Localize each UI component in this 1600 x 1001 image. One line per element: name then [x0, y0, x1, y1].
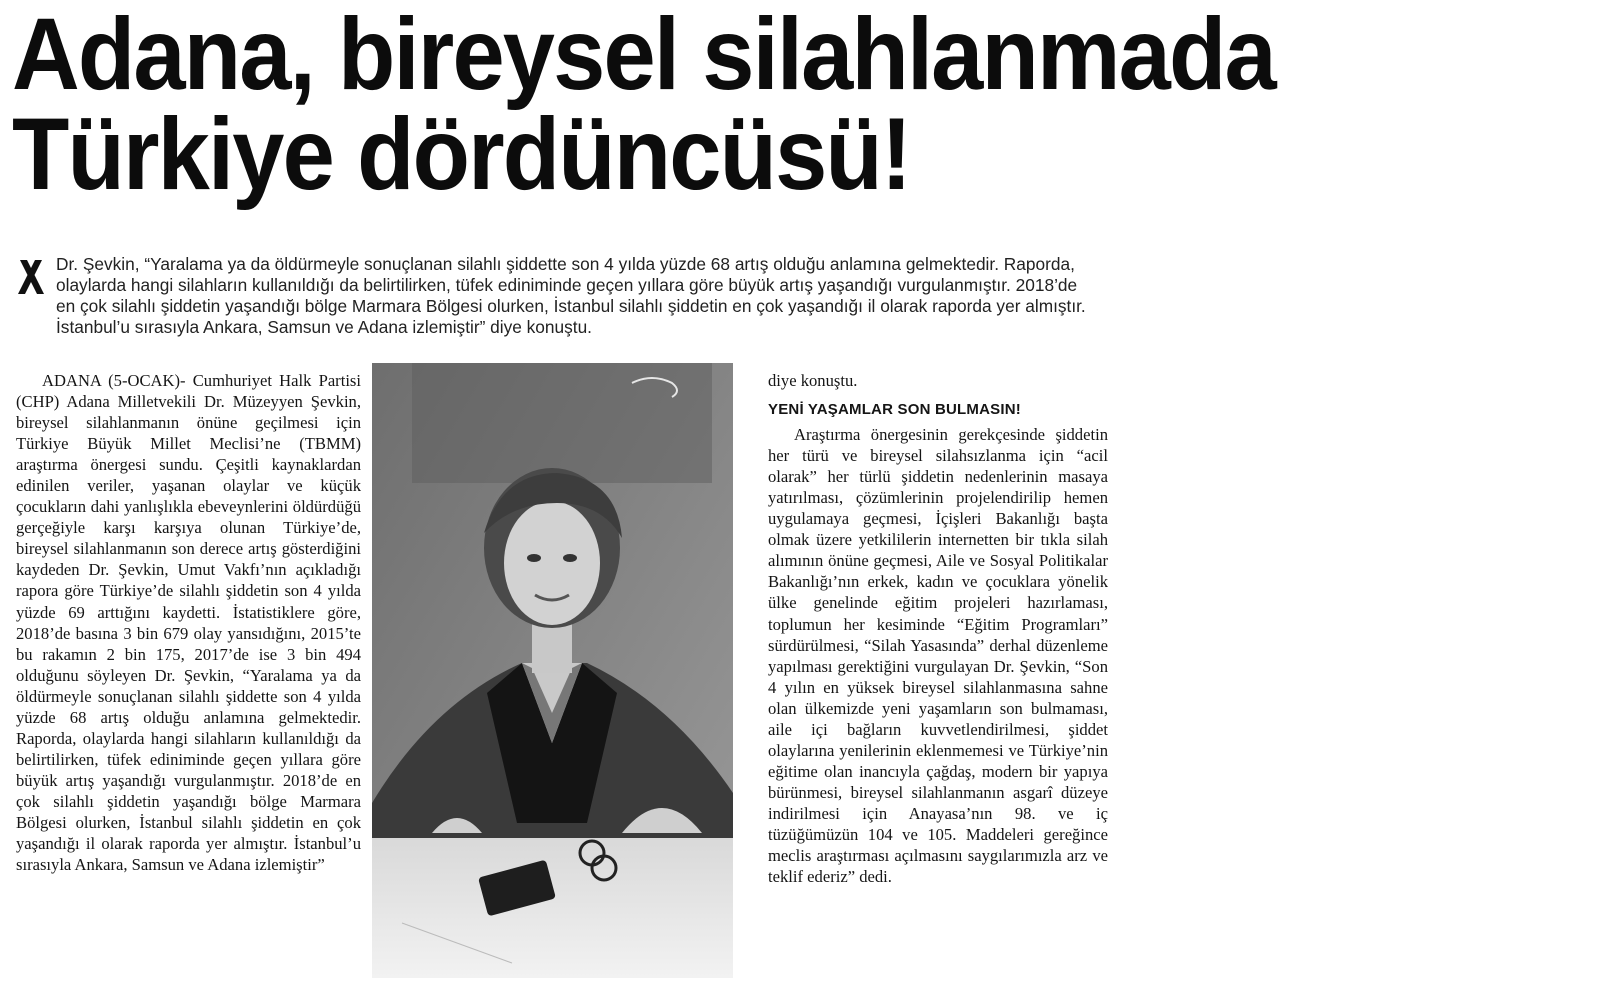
portrait-photo [372, 363, 733, 978]
headline-line-2: Türkiye dördüncüsü! [12, 97, 911, 211]
article-column-1 [16, 370, 361, 875]
headline [12, 0, 1466, 211]
subheading: YENİ YAŞAMLAR SON BULMASIN! [768, 401, 1021, 419]
article-column-3 [768, 370, 1108, 887]
spot-text: Dr. Şevkin, “Yaralama ya da öldürmeyle sonuçlanan silahlı şiddette son 4 yılda yüzde 68 artış olduğu anlamına gelmektedir. Raporda, olaylarda hangi silahların kullanıldığı da belirtilirken, tüfek ediniminde geçen yıllara göre büyük artış yaşandığı vurgulanmıştır. 2018’de en çok silahlı şiddetin yaşandığı bölge Marmara Bölgesi olurken, İstanbul silahlı şiddetin en çok yaşandığı il olarak raporda yer almıştır. İstanbul’u sırasıyla Ankara, Samsun ve Adana izlemiştir” diye konuştu. [56, 254, 1086, 337]
headline-line-1: Adana, bireysel silahlanmada [12, 0, 1275, 111]
x-mark-icon [14, 256, 48, 298]
column-1-body: ADANA (5-OCAK)- Cumhuriyet Halk Partisi (CHP) Adana Milletvekili Dr. Müzeyyen Şevkin, bireysel silahlanmanın önüne geçilmesi için Türkiye Büyük Millet Meclisi’ne (TBMM) araştırma önergesi sundu. Çeşitli kaynaklardan edinilen veriler, yaşanan olaylar ve küçük çocukların dahi yanlışlıkla ebeveynlerini öldürdüğü gerçeğiyle karşı karşıya olunan Türkiye’de, bireysel silahlanmanın son derece artış gösterdiğini kaydeden Dr. Şevkin, Umut Vakfı’nın açıkladığı rapora göre Türkiye’de silahlı şiddetin son 4 yılda yüzde 69 arttığını kaydetti. İstatistiklere göre, 2018’de basına 3 bin 679 olay yansıdığını, 2015’te bu rakamın 2 bin 175, 2017’de ise 3 bin 494 olduğunu söyleyen Dr. Şevkin, “Yaralama ya da öldürmeyle sonuçlanan silahlı şiddette son 4 yılda yüzde 68 artış olduğu anlamına gelmektedir. Raporda, olaylarda hangi silahların kullanıldığı da belirtilirken, tüfek ediniminde geçen yıllara göre büyük artış yaşandığı vurgulanmıştır. 2018’de en çok silahlı şiddetin yaşandığı bölge Marmara Bölgesi olurken, İstanbul silahlı şiddetin en çok yaşandığı il olarak raporda yer almıştır. İstanbul’u sırasıyla Ankara, Samsun ve Adana izlemiştir” [16, 371, 361, 875]
column-3-lead: diye konuştu. [768, 371, 858, 390]
column-3-body: Araştırma önergesinin gerekçesinde şiddetin her türü ve bireysel silahsızlanma için “acil olarak” her türlü şiddetin nedenlerinin masaya yatırılması, çözümlerinin projelendirilip hemen uygulamaya geçmesi, İçişleri Bakanlığı başta olmak üzere yetkililerin internetten bir tıkla silah alımının önüne geçmesi, Aile ve Sosyal Politikalar Bakanlığı’nın erkek, kadın ve çocuklara yönelik ülke genelinde eğitim projeleri hazırlaması, toplumun her kesiminde “Eğitim Programları” sürdürülmesi, “Silah Yasasında” derhal düzenleme yapılması gerektiğini vurgulayan Dr. Şevkin, “Son 4 yılın en yüksek bireysel silahlanmasına sahne olan ülkemizde yeni yaşamların son bulmaması, aile içi bağların kuvvetlendirilmesi, şiddet olaylarına yenilerinin eklenmemesi ve Türkiye’nin eğitime olan inancıyla çağdaş, modern bir yapıya bürünmesi, bireysel silahlanmanın asgarî düzeye indirilmesi için Anayasa’nın 98. ve iç tüzüğümüzün 104 ve 105. Maddeleri gereğince meclis araştırması açılmasını saygılarımızla arz ve teklif ederiz” dedi. [768, 425, 1108, 887]
